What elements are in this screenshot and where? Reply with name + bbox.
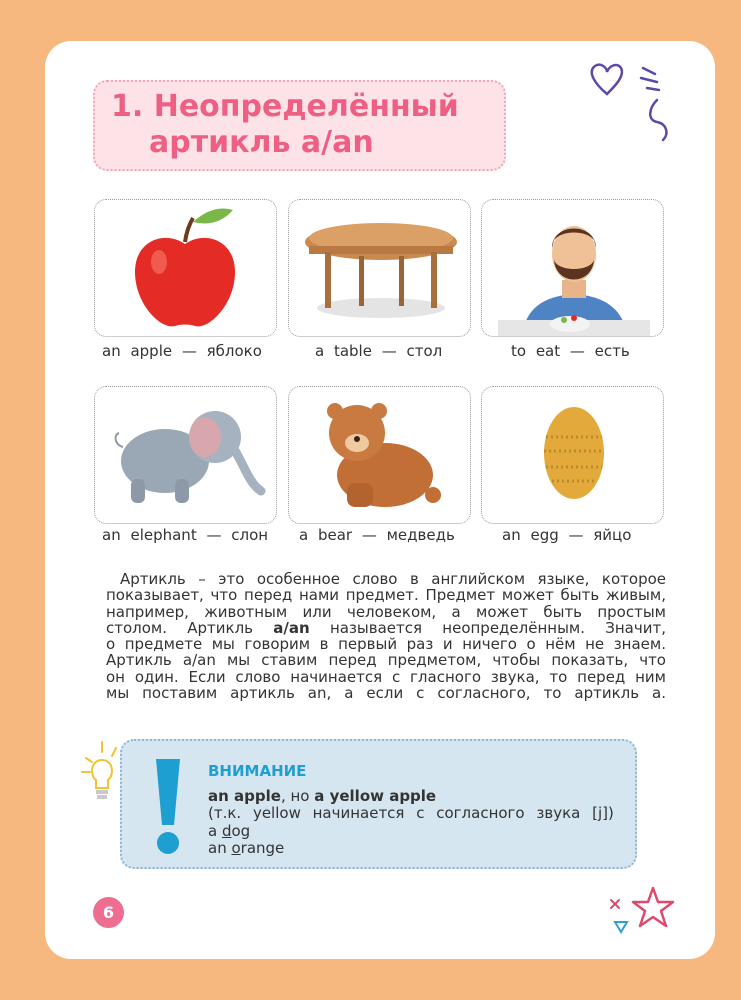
card-apple — [94, 199, 277, 337]
para-line-2: показывает, что перед нами предмет. Предмет может быть живым, — [106, 586, 666, 605]
card-bear — [288, 386, 471, 524]
bear-icon — [289, 387, 471, 524]
para-line-5: о предмете мы говорим в первый раз и ничего о нём не знаем. — [106, 635, 666, 654]
para-line-8: мы поставим артикль an, а если с согласного, то артикль a. — [106, 684, 666, 703]
man-eating-icon — [482, 200, 664, 337]
attention-a: a — [208, 822, 222, 840]
card-eat — [481, 199, 664, 337]
para-line-4b: называется неопределённым. Значит, — [309, 618, 666, 637]
explanation-paragraph — [106, 571, 666, 701]
card-table — [288, 199, 471, 337]
para-line-6: Артикль a/an мы ставим перед предметом, чтобы показать, что — [106, 651, 666, 670]
para-line-7: он один. Если слово начинается с гласного звука, то перед ним — [106, 667, 666, 686]
apple-icon — [95, 200, 277, 337]
para-line-4a: столом. Артикль — [106, 618, 274, 637]
card-egg — [481, 386, 664, 524]
caption-eat: to eat — есть — [511, 342, 630, 360]
attention-an-apple: an apple — [208, 787, 281, 805]
attention-but: , но — [280, 787, 315, 805]
caption-table: a table — стол — [315, 342, 443, 360]
para-line-4 — [106, 620, 666, 636]
table-icon — [289, 200, 471, 337]
caption-egg: an egg — яйцо — [502, 526, 632, 544]
heart-doodle-icon — [585, 60, 695, 150]
attention-an: an — [208, 839, 232, 857]
attention-line-4 — [208, 841, 284, 856]
attention-line-3 — [208, 824, 250, 839]
attention-line-1 — [208, 789, 436, 804]
attention-line-2: (т.к. yellow начинается с согласного звука [j]) — [208, 804, 614, 822]
attention-d-underlined: d — [221, 822, 232, 840]
lightbulb-icon — [78, 736, 126, 806]
attention-o-underlined: o — [231, 839, 241, 857]
attention-og: og — [231, 822, 251, 840]
attention-range: range — [240, 839, 285, 857]
attention-box — [120, 739, 637, 869]
caption-apple: an apple — яблоко — [102, 342, 262, 360]
page-number: 6 — [93, 897, 124, 928]
attention-title: ВНИМАНИЕ — [208, 762, 307, 780]
para-line-1: Артикль – это особенное слово в английском языке, которое — [120, 570, 666, 588]
card-elephant — [94, 386, 277, 524]
caption-elephant: an elephant — слон — [102, 526, 269, 544]
elephant-icon — [95, 387, 277, 524]
egg-icon — [482, 387, 664, 524]
attention-a-yellow-apple: a yellow apple — [314, 787, 437, 805]
exclamation-icon — [150, 755, 186, 859]
caption-bear: a bear — медведь — [299, 526, 455, 544]
page-title-line1: 1. Неопределённый — [111, 89, 459, 124]
para-line-3: например, животным или человеком, а может быть простым — [106, 602, 666, 621]
star-doodle-icon — [605, 884, 685, 940]
para-line-4-bold: a/an — [273, 618, 310, 637]
page-title-line2: артикль a/an — [149, 125, 374, 160]
